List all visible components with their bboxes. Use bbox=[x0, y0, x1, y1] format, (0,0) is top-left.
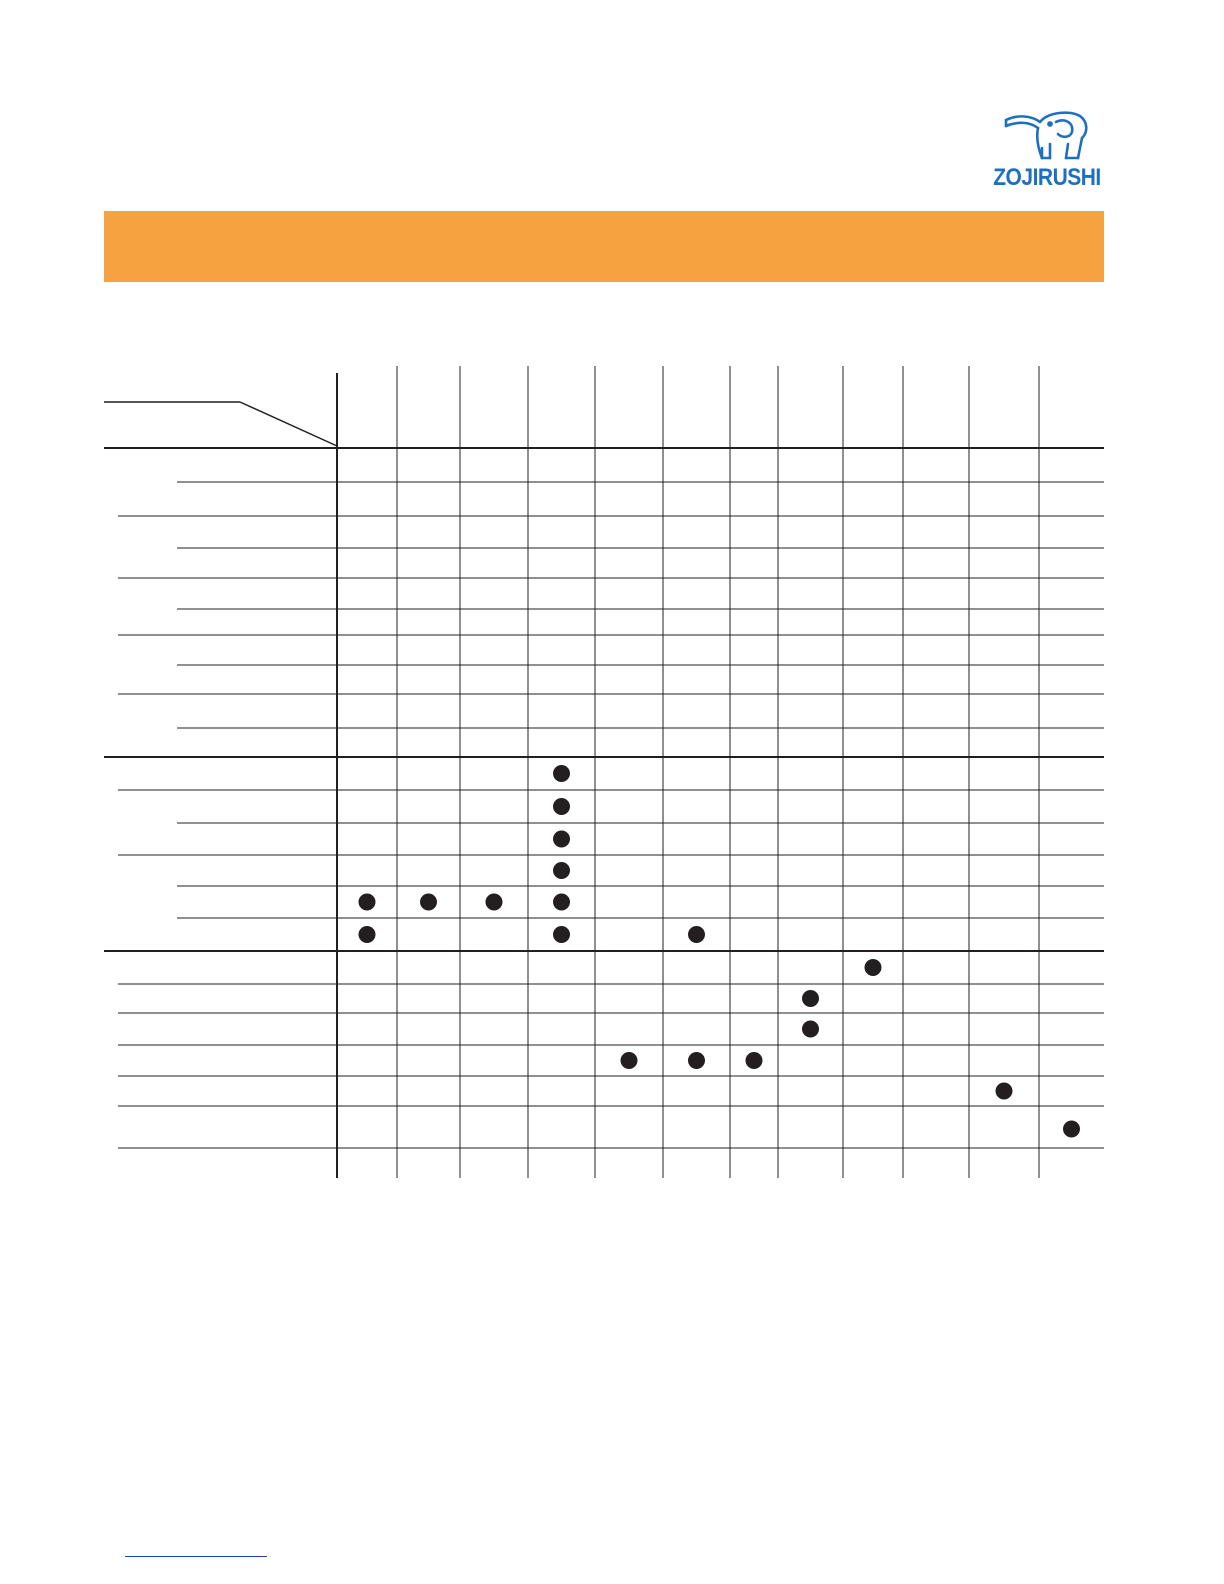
compatibility-dot-icon bbox=[553, 894, 570, 911]
footer-link[interactable] bbox=[125, 1556, 267, 1557]
header-diagonal-line bbox=[240, 402, 337, 446]
compatibility-dot-icon bbox=[688, 926, 705, 943]
brand-name: ZOJIRUSHI bbox=[993, 164, 1101, 191]
compatibility-dot-icon bbox=[359, 926, 376, 943]
compatibility-dot-icon bbox=[621, 1052, 638, 1069]
compatibility-dot-icon bbox=[553, 831, 570, 848]
compatibility-dot-icon bbox=[865, 959, 882, 976]
compatibility-dot-icon bbox=[359, 894, 376, 911]
compatibility-dot-icon bbox=[420, 894, 437, 911]
compatibility-dot-icon bbox=[802, 990, 819, 1007]
compatibility-dot-icon bbox=[746, 1052, 763, 1069]
compatibility-dot-icon bbox=[486, 894, 503, 911]
compatibility-dot-icon bbox=[553, 798, 570, 815]
compatibility-dot-icon bbox=[553, 765, 570, 782]
compatibility-dot-icon bbox=[553, 862, 570, 879]
compatibility-dot-icon bbox=[688, 1052, 705, 1069]
compatibility-dot-icon bbox=[1063, 1121, 1080, 1138]
compatibility-dot-icon bbox=[553, 926, 570, 943]
compatibility-dot-icon bbox=[802, 1021, 819, 1038]
compatibility-dot-icon bbox=[996, 1083, 1013, 1100]
